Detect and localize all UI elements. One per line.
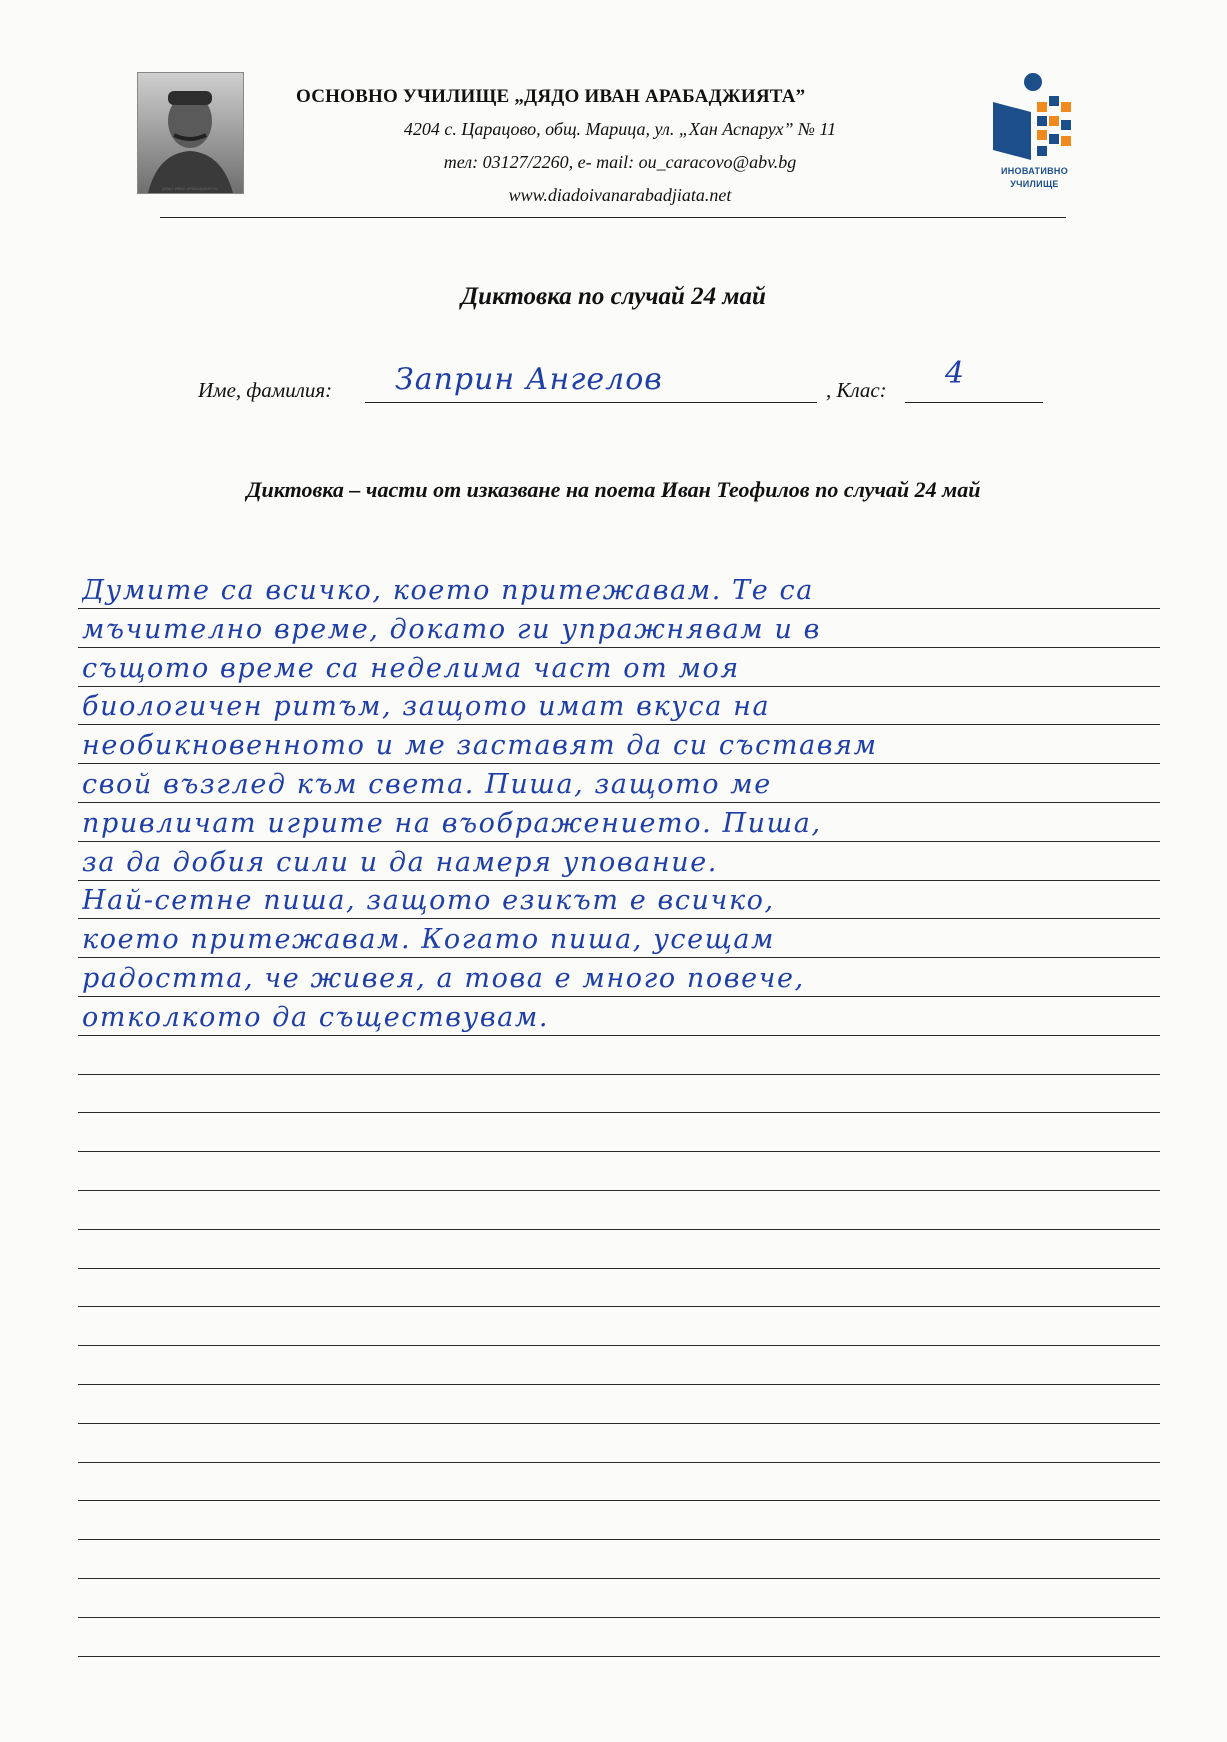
handwritten-line: за да добия сили и да намеря упование.	[82, 847, 718, 878]
handwritten-line: отколкото да съществувам.	[82, 1002, 550, 1033]
ruled-line	[78, 686, 1160, 687]
ruled-line	[78, 763, 1160, 764]
ruled-line	[78, 1384, 1160, 1385]
handwritten-line: мъчително време, докато ги упражнявам и в	[82, 614, 821, 645]
handwritten-line: свой възглед към света. Пиша, защото ме	[82, 769, 772, 800]
ruled-line	[78, 608, 1160, 609]
ruled-line	[78, 1617, 1160, 1618]
ruled-line	[78, 918, 1160, 919]
ruled-line	[78, 647, 1160, 648]
handwritten-line: което притежавам. Когато пиша, усещам	[82, 924, 776, 955]
ruled-line	[78, 802, 1160, 803]
school-contacts: тел: 03127/2260, е- mail: ou_caracovo@abv.bg	[443, 152, 797, 172]
ruled-line	[78, 996, 1160, 997]
school-founder-portrait	[137, 72, 244, 194]
name-label: Име, фамилия:	[198, 378, 333, 402]
handwritten-line: Думите са всичко, което притежавам. Те са	[82, 575, 814, 606]
ruled-line	[78, 1423, 1160, 1424]
ruled-line	[78, 880, 1160, 881]
ruled-line	[78, 1074, 1160, 1075]
ruled-line	[78, 1578, 1160, 1579]
ruled-line	[78, 1539, 1160, 1540]
ruled-line	[78, 841, 1160, 842]
ruled-line	[78, 1268, 1160, 1269]
school-address: 4204 с. Царацово, общ. Марица, ул. „Хан Аспарух” № 11	[403, 119, 837, 139]
dictation-subtitle: Диктовка – части от изказване на поета Иван Теофилов по случай 24 май	[246, 477, 981, 502]
header-divider	[160, 217, 1066, 218]
handwritten-line: привличат игрите на въображението. Пиша,	[82, 808, 822, 839]
ruled-line	[78, 724, 1160, 725]
class-field-value: 4	[945, 356, 966, 391]
school-name: ОСНОВНО УЧИЛИЩЕ „ДЯДО ИВАН АРАБАДЖИЯТА”	[296, 86, 806, 107]
ruled-line	[78, 1151, 1160, 1152]
handwritten-line: радостта, че живея, а това е много повече,	[82, 963, 805, 994]
ruled-line	[78, 1656, 1160, 1657]
logo-text-school: УЧИЛИЩЕ	[1010, 179, 1059, 189]
ruled-line	[78, 1306, 1160, 1307]
ruled-line	[78, 1500, 1160, 1501]
page-title: Диктовка по случай 24 май	[461, 283, 766, 310]
ruled-line	[78, 1462, 1160, 1463]
handwritten-line: необикновенното и ме заставят да си съставям	[82, 730, 878, 761]
school-website: www.diadoivanarabadjiata.net	[508, 185, 732, 205]
logo-text-innovative: ИНОВАТИВНО	[1000, 166, 1069, 176]
ruled-line	[78, 1035, 1160, 1036]
ruled-line	[78, 1112, 1160, 1113]
class-field-line	[905, 402, 1043, 403]
ruled-line	[78, 1345, 1160, 1346]
ruled-line	[78, 957, 1160, 958]
ruled-line	[78, 1190, 1160, 1191]
handwritten-line: същото време са неделима част от моя	[82, 653, 740, 684]
name-field-value: Заприн Ангелов	[395, 362, 663, 397]
handwritten-line: биологичен ритъм, защото имат вкуса на	[82, 691, 771, 722]
portrait-caption: ДЯДО ИВАН АРАБАДЖИЯТА	[162, 186, 217, 191]
ruled-line	[78, 1229, 1160, 1230]
handwritten-line: Най-сетне пиша, защото езикът е всичко,	[82, 885, 775, 916]
class-label: , Клас:	[826, 378, 887, 402]
name-field-line	[365, 402, 817, 403]
